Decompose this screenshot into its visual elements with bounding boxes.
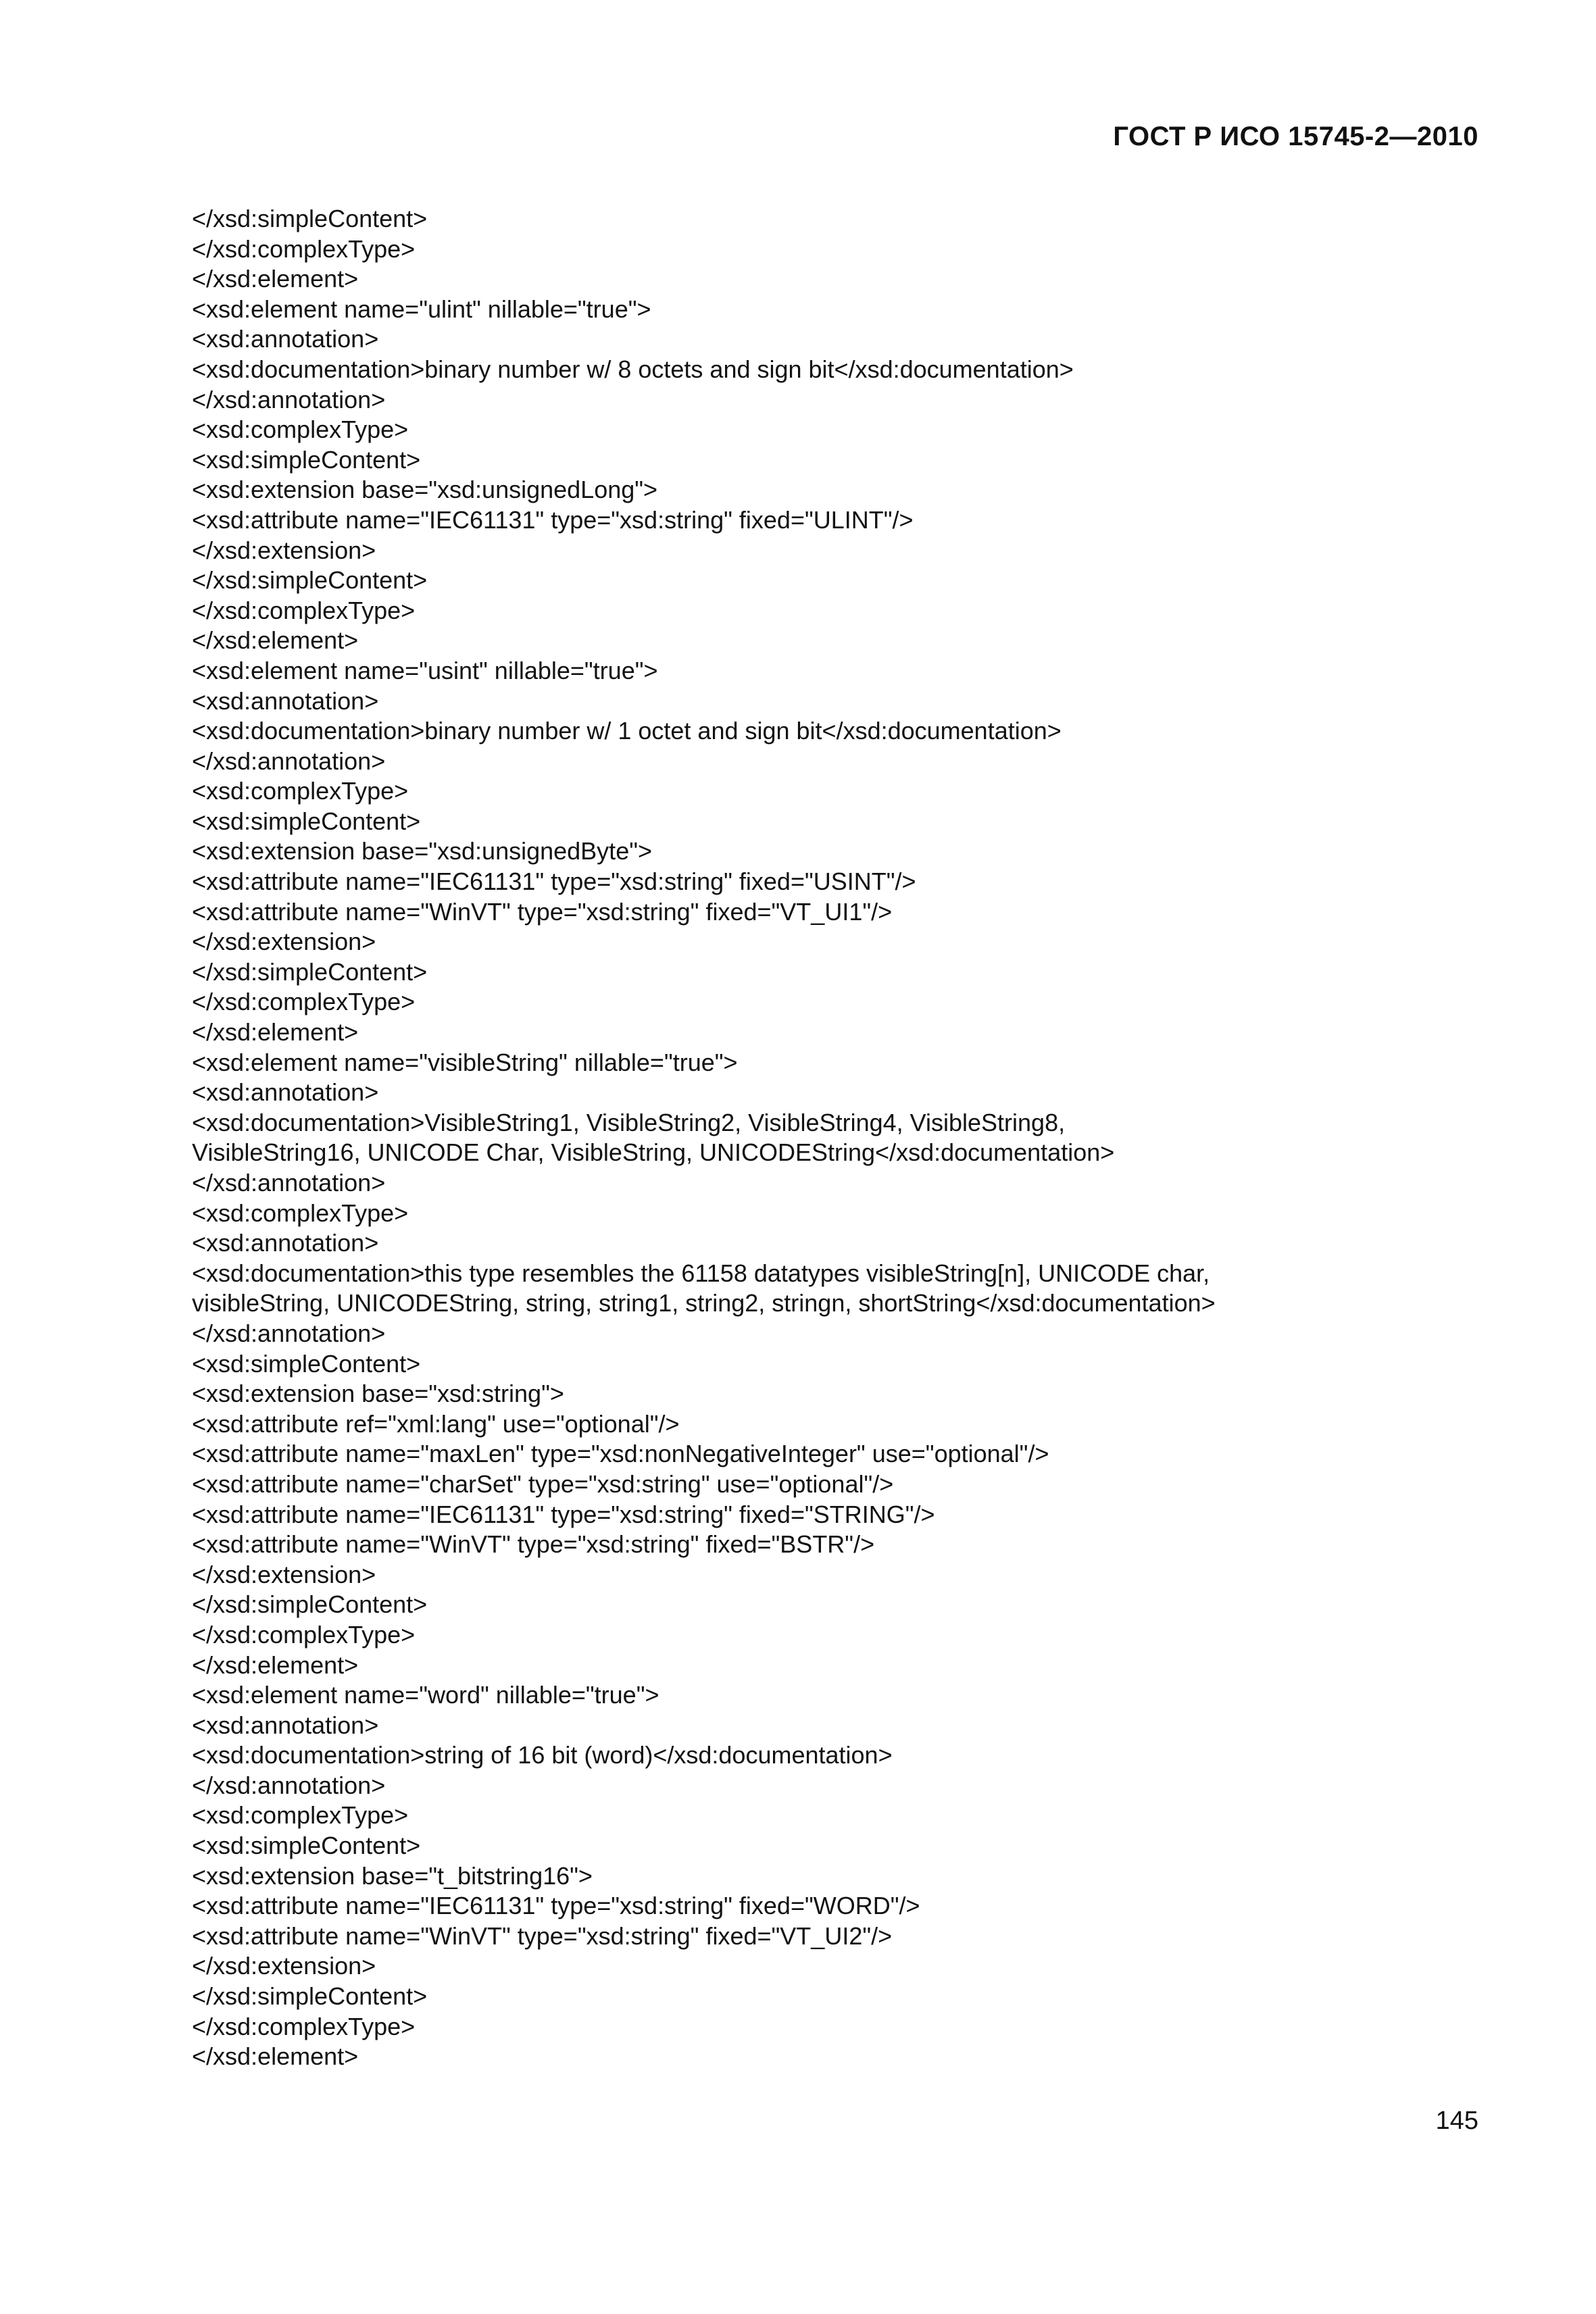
code-line: <xsd:element name="visibleString" nillable="true">	[192, 1048, 738, 1076]
code-line: <xsd:extension base="xsd:unsignedByte">	[192, 837, 653, 865]
code-line: </xsd:complexType>	[192, 596, 416, 624]
code-line: <xsd:annotation>	[192, 1711, 379, 1739]
page-header-standard-code: ГОСТ Р ИСО 15745-2—2010	[1113, 122, 1478, 151]
code-line: <xsd:attribute name="WinVT" type="xsd:string" fixed="BSTR"/>	[192, 1530, 875, 1559]
code-line: <xsd:documentation>VisibleString1, VisibleString2, VisibleString4, VisibleString8,	[192, 1108, 1066, 1136]
code-line: </xsd:simpleContent>	[192, 566, 428, 595]
code-line: </xsd:annotation>	[192, 1169, 386, 1197]
code-line: </xsd:extension>	[192, 928, 376, 956]
page-number: 145	[1435, 2107, 1478, 2135]
code-line: <xsd:attribute name="maxLen" type="xsd:nonNegativeInteger" use="optional"/>	[192, 1440, 1049, 1468]
code-line: <xsd:annotation>	[192, 325, 379, 353]
code-line: </xsd:element>	[192, 626, 359, 655]
code-line: <xsd:documentation>this type resembles the 61158 datatypes visibleString[n], UNICODE char,	[192, 1259, 1210, 1287]
code-line: <xsd:extension base="xsd:string">	[192, 1380, 564, 1408]
code-line: <xsd:attribute name="charSet" type="xsd:string" use="optional"/>	[192, 1469, 894, 1498]
code-line: <xsd:documentation>string of 16 bit (word)</xsd:documentation>	[192, 1741, 893, 1769]
code-line: visibleString, UNICODEString, string, string1, string2, stringn, shortString</xsd:documentation>	[192, 1289, 1216, 1317]
code-line: </xsd:annotation>	[192, 1319, 386, 1347]
code-line: <xsd:attribute name="IEC61131" type="xsd:string" fixed="WORD"/>	[192, 1892, 920, 1920]
code-line: </xsd:extension>	[192, 1560, 376, 1588]
code-line: <xsd:attribute name="IEC61131" type="xsd:string" fixed="ULINT"/>	[192, 505, 914, 534]
code-line: <xsd:element name="ulint" nillable="true">	[192, 295, 651, 323]
code-line: </xsd:extension>	[192, 1952, 376, 1980]
code-line: </xsd:element>	[192, 1018, 359, 1047]
code-line: </xsd:element>	[192, 2042, 359, 2071]
code-line: <xsd:extension base="t_bitstring16">	[192, 1861, 593, 1890]
code-line: <xsd:annotation>	[192, 1229, 379, 1257]
code-line: <xsd:simpleContent>	[192, 1832, 421, 1860]
code-line: </xsd:simpleContent>	[192, 1982, 428, 2011]
code-line: </xsd:complexType>	[192, 1620, 416, 1649]
code-line: <xsd:annotation>	[192, 1078, 379, 1107]
code-line: </xsd:annotation>	[192, 1771, 386, 1799]
code-line: </xsd:simpleContent>	[192, 1590, 428, 1619]
code-line: </xsd:annotation>	[192, 385, 386, 413]
code-line: <xsd:documentation>binary number w/ 1 octet and sign bit</xsd:documentation>	[192, 717, 1062, 745]
code-line: VisibleString16, UNICODE Char, VisibleString, UNICODEString</xsd:documentation>	[192, 1138, 1115, 1167]
code-line: </xsd:complexType>	[192, 2012, 416, 2040]
code-line: <xsd:complexType>	[192, 1801, 409, 1830]
code-line: </xsd:annotation>	[192, 747, 386, 775]
code-line: <xsd:simpleContent>	[192, 1349, 421, 1378]
code-line: <xsd:attribute ref="xml:lang" use="optional"/>	[192, 1409, 680, 1438]
code-line: </xsd:simpleContent>	[192, 957, 428, 986]
code-line: <xsd:complexType>	[192, 777, 409, 805]
code-line: <xsd:complexType>	[192, 416, 409, 444]
code-line: </xsd:simpleContent>	[192, 205, 428, 232]
code-line: <xsd:annotation>	[192, 686, 379, 715]
code-line: <xsd:attribute name="WinVT" type="xsd:string" fixed="VT_UI2"/>	[192, 1921, 893, 1950]
code-line: </xsd:element>	[192, 265, 359, 293]
code-line: <xsd:simpleContent>	[192, 807, 421, 835]
code-line: </xsd:complexType>	[192, 234, 416, 263]
code-line: </xsd:complexType>	[192, 988, 416, 1016]
code-line: <xsd:attribute name="IEC61131" type="xsd:string" fixed="USINT"/>	[192, 867, 916, 896]
code-line: <xsd:complexType>	[192, 1199, 409, 1227]
code-line: </xsd:extension>	[192, 536, 376, 564]
code-line: <xsd:simpleContent>	[192, 445, 421, 474]
code-line: <xsd:documentation>binary number w/ 8 octets and sign bit</xsd:documentation>	[192, 355, 1074, 383]
code-line: <xsd:attribute name="WinVT" type="xsd:string" fixed="VT_UI1"/>	[192, 897, 893, 926]
code-line: <xsd:element name="usint" nillable="true">	[192, 656, 658, 684]
code-line: </xsd:element>	[192, 1651, 359, 1679]
xsd-code-listing	[192, 204, 1462, 2072]
code-line: <xsd:extension base="xsd:unsignedLong">	[192, 476, 658, 504]
code-line: <xsd:attribute name="IEC61131" type="xsd:string" fixed="STRING"/>	[192, 1500, 935, 1528]
code-line: <xsd:element name="word" nillable="true">	[192, 1681, 659, 1709]
